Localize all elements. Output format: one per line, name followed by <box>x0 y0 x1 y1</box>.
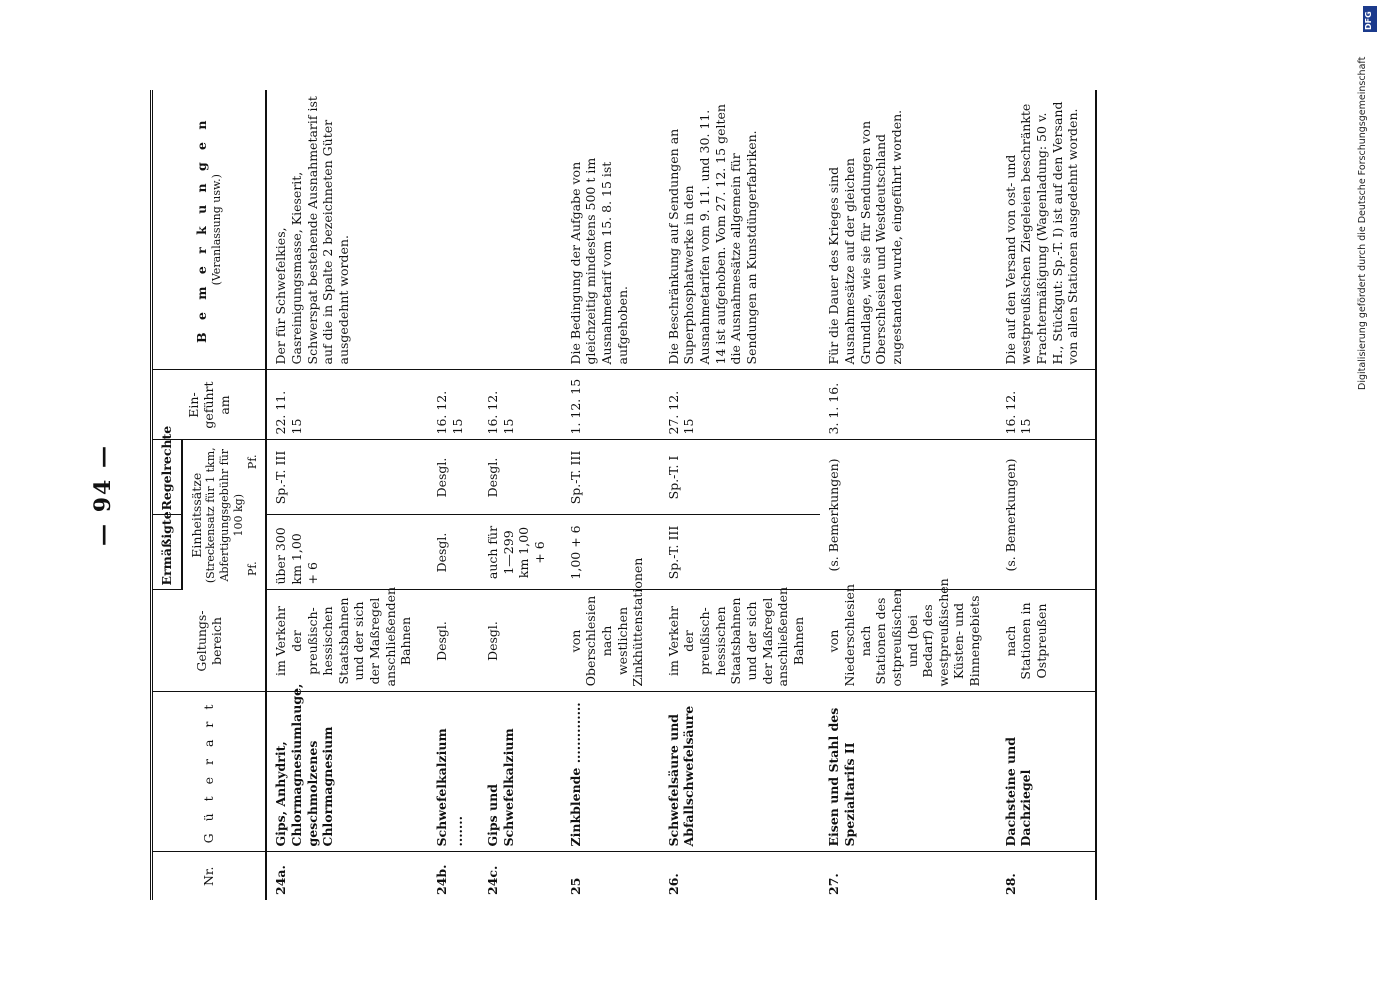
header-regelrechte <box>152 425 182 515</box>
dfg-logo-text: DFG <box>1364 11 1373 30</box>
row-bemerkungen: Der für Schwefelkies, Gasreinigungsmasse, Kieserit, Schwerspat bestehende Ausnahmetarif ist auf die in Spalte 2 bezeichneten Güter ausgedehnt worden. <box>266 90 428 370</box>
row-geltungsbereich: Desgl. <box>428 590 479 692</box>
header-pf-1: Pf. <box>245 561 259 576</box>
row-bemerkungen: Die Bedingung der Aufgabe von gleichzeitig mindestens 500 t im Ausnahmetarif vom 15. 8. 15 ist aufgehoben. <box>562 90 660 370</box>
row-gueterart: Eisen und Stahl des Spezialtarifs II <box>820 692 996 852</box>
row-bemerkungen: Für die Dauer des Krieges sind Ausnahmesätze auf der gleichen Grundlage, wie sie für Sendungen von Oberschlesien und Westdeutschland zugestanden wurde, eingeführt worden. <box>820 90 996 370</box>
row-gueterart: Dachsteine und Dachziegel <box>997 692 1096 852</box>
header-nr: Nr. <box>152 852 267 900</box>
row-gueterart: Gips, Anhydrit, Chlormagnesiumlauge, geschmolzenes Chlormagnesium <box>266 692 428 852</box>
row-nr: 24c. <box>485 865 501 895</box>
row-nr: 26. <box>665 873 681 895</box>
header-pf-units <box>246 445 260 587</box>
digitization-note-text: Digitalisierung gefördert durch die Deutsche Forschungsgemeinschaft <box>1357 56 1368 390</box>
row-ermaessigte: Sp.-T. III <box>660 515 821 590</box>
row-regelrechte: Sp.-T. III <box>562 440 660 515</box>
row-eingefuehrt: 22. 11. 15 <box>266 370 428 440</box>
row-ermaessigte: (s. Bemerkungen) <box>820 440 996 590</box>
header-bemerkungen <box>152 90 267 370</box>
header-row <box>152 90 182 900</box>
row-ermaessigte: über 300 km 1,00 + 6 <box>266 515 428 590</box>
row-geltungsbereich: von Oberschlesien nach westlichen Zinkhüttenstationen <box>562 590 660 692</box>
row-gueterart: Zinkblende .............. <box>562 692 660 852</box>
row-ermaessigte: auch für 1—299 km 1,00 + 6 <box>479 515 562 590</box>
row-bemerkungen <box>428 90 479 370</box>
digitization-note <box>1357 10 1375 390</box>
page-number: — 94 — <box>90 444 116 546</box>
header-gueterart: G ü t e r a r t <box>152 692 267 852</box>
row-geltungsbereich: von Niederschlesien nach Stationen des ostpreußischen und (bei Bedarf) des westpreußischen Küsten- und Binnengebiets <box>820 590 996 692</box>
header-bemerkungen-sub: (Veranlassung usw.) <box>210 174 224 286</box>
row-eingefuehrt: 27. 12. 15 <box>660 370 821 440</box>
row-geltungsbereich: im Verkehr der preußisch-hessischen Staatsbahnen und der sich der Maßregel anschließenden Bahnen <box>266 590 428 692</box>
row-geltungsbereich: Desgl. <box>479 590 562 692</box>
row-regelrechte: Desgl. <box>479 440 562 515</box>
tariff-table <box>150 90 1097 900</box>
row-ermaessigte: Desgl. <box>428 515 479 590</box>
row-eingefuehrt: 16. 12. 15 <box>428 370 479 440</box>
row-gueterart: Gips und Schwefelkalzium <box>479 692 562 852</box>
table-row <box>479 90 562 900</box>
row-eingefuehrt: 1. 12. 15 <box>562 370 660 440</box>
row-geltungsbereich: nach Stationen in Ostpreußen <box>997 590 1096 692</box>
header-einheitssaetze <box>182 440 267 590</box>
rotated-page-content <box>90 90 1250 900</box>
table-row <box>660 90 821 900</box>
row-geltungsbereich: im Verkehr der preußisch-hessischen Staatsbahnen und der sich der Maßregel anschließenden Bahnen <box>660 590 821 692</box>
header-regelrechte-label: Regelrechte <box>159 425 174 511</box>
header-einheitssaetze-label: Einheitssätze <box>188 472 204 558</box>
row-regelrechte: Sp.-T. III <box>266 440 428 515</box>
header-ermaessigte <box>152 511 182 590</box>
row-ermaessigte: 1,00 + 6 <box>562 515 660 590</box>
header-eingefuehrt: Ein- geführt am <box>152 370 267 440</box>
table-row <box>997 90 1096 900</box>
table-row <box>562 90 660 900</box>
header-ermaessigte-label: Ermäßigte <box>159 511 174 586</box>
row-gueterart: Schwefelkalzium ....... <box>428 692 479 852</box>
row-eingefuehrt: 16. 12. 15 <box>479 370 562 440</box>
row-nr: 25 <box>567 877 583 895</box>
table-row <box>820 90 996 900</box>
row-bemerkungen: Die auf den Versand von ost- und westpreußischen Ziegeleien beschränkte Frachtermäßigung (Wagenladung: 50 v. H., Stückgut: Sp.-T. I) ist auf den Versand von allen Stationen ausgedehnt worden. <box>997 90 1096 370</box>
table-row <box>428 90 479 900</box>
row-nr: 28. <box>997 852 1096 900</box>
row-regelrechte: Desgl. <box>428 440 479 515</box>
table-row <box>266 90 428 900</box>
row-bemerkungen <box>479 90 562 370</box>
row-nr: 24a. <box>273 865 289 895</box>
row-gueterart: Schwefelsäure und Abfallschwefelsäure <box>660 692 821 852</box>
row-eingefuehrt: 16. 12. 15 <box>997 370 1096 440</box>
header-geltungsbereich: Geltungs- bereich <box>152 590 267 692</box>
row-regelrechte: Sp.-T. I <box>660 440 821 515</box>
row-nr: 27. <box>826 873 842 895</box>
row-nr: 24b. <box>433 864 449 895</box>
header-einheitssaetze-sub: (Streckensatz für 1 tkm, Abfertigungsgebühr für 100 kg) <box>204 447 245 584</box>
row-eingefuehrt: 3. 1. 16. <box>820 370 996 440</box>
header-bemerkungen-label: B e m e r k u n g e n <box>194 116 210 343</box>
row-bemerkungen: Die Beschränkung auf Sendungen an Superphosphatwerke in den Ausnahmetarifen vom 9. 11. und 30. 11. 14 ist aufgehoben. Vom 27. 12. 15 gelten die Ausnahmesätze allgemein für Sendungen an Kunstdüngerfabriken. <box>660 90 821 370</box>
header-pf-2: Pf. <box>245 454 259 470</box>
row-ermaessigte: (s. Bemerkungen) <box>997 440 1096 590</box>
